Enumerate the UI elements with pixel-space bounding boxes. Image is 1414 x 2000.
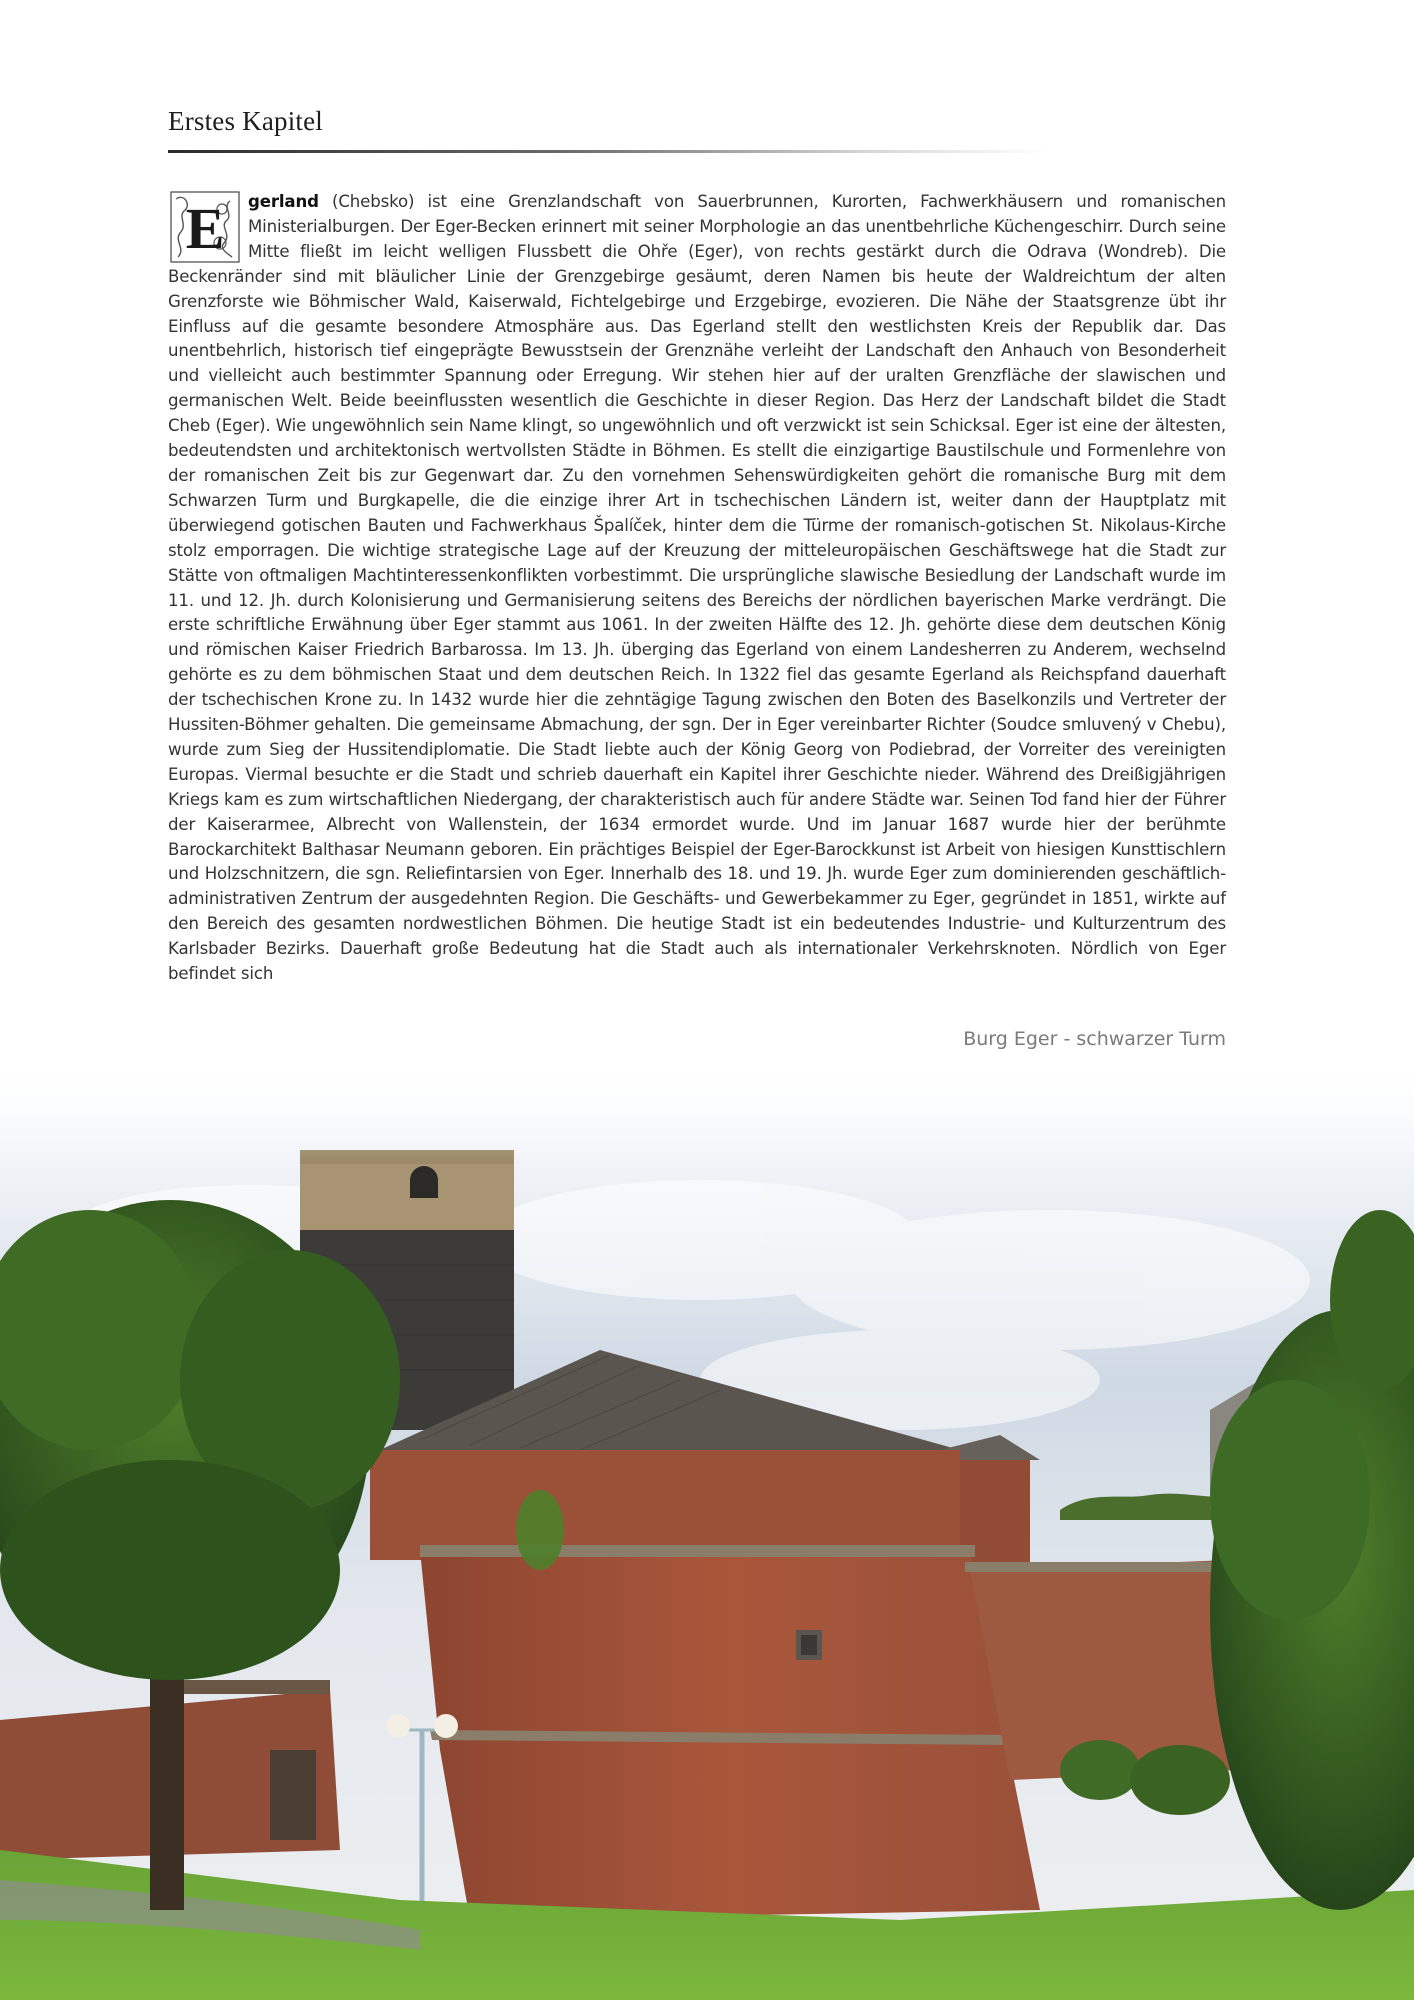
body-paragraph: (Chebsko) ist eine Grenzlandschaft von Sauerbrunnen, Kurorten, Fachwerkhäusern und romanischen Ministerialburgen. Der Eger-Becken erinnert mit seiner Morphologie an das unentbehrliche Küchengeschirr. Durch seine Mitte fließt im leicht welligen Flussbett die Ohře (Eger), von rechts gestärkt durch die Odrava (Wondreb). Die Beckenränder sind mit bläulicher Linie der Grenzgebirge gesäumt, deren Namen bis heute der Waldreichtum der alten Grenzforste wie Böhmischer Wald, Kaiserwald, Fichtelgebirge und Erzgebirge, evozieren. Die Nähe der Staatsgrenze übt ihr Einfluss auf die gesamte besondere Atmosphäre aus. Das Egerland stellt den westlichsten Kreis der Republik dar. Das unentbehrlich, historisch tief eingeprägte Bewusstsein der Grenznähe verleiht der Landschaft den Anhauch von Besonderheit und vielleicht auch bestimmter Spannung oder Erregung. Wir stehen hier auf der uralten Grenzfläche der slawischen und germanischen Welt. Beide beeinflussten wesentlich die Geschichte in dieser Region. Das Herz der Landschaft bildet die Stadt Cheb (Eger). Wie ungewöhnlich sein Name klingt, so ungewöhnlich und oft verzwickt ist sein Schicksal. Eger ist eine der ältesten, bedeutendsten und architektonisch wertvollsten Städte in Böhmen. Es stellt die einzigartige Baustilschule und Formenlehre von der romanischen Zeit bis zur Gegenwart dar. Zu den vornehmen Sehenswürdigkeiten gehört die romanische Burg mit dem Schwarzen Turm und Burgkapelle, die die einzige ihrer Art in tschechischen Ländern ist, weiter dann der Hauptplatz mit überwiegend gotischen Bauten und Fachwerkhaus Špalíček, hinter dem die Türme der romanisch-gotischen St. Nikolaus-Kirche stolz emporragen. Die wichtige strategische Lage auf der Kreuzung der mitteleuropäischen Geschäftswege hat die Stadt zur Stätte von oftmaligen Machtinteressenkonflikten vorbestimmt. Die ursprüngliche slawische Besiedlung der Landschaft wurde im 11. und 12. Jh. durch Kolonisierung und Germanisierung seitens des Bereichs der nördlichen bayerischen Marke verdrängt. Die erste schriftliche Erwähnung über Eger stammt aus 1061. In der zweiten Hälfte des 12. Jh. gehörte diese dem deutschen König und römischen Kaiser Friedrich Barbarossa. Im 13. Jh. überging das Egerland von einem Landesherren zu Anderem, wechselnd gehörte es zu dem böhmischen Staat und dem deutschen Reich. In 1322 fiel das gesamte Egerland als Reichspfand dauerhaft der tschechischen Krone zu. In 1432 wurde hier die zehntägige Tagung zwischen den Boten des Baselkonzils und Vertreter der Hussiten-Böhmer gehalten. Die gemeinsame Abmachung, der sgn. Der in Eger vereinbarter Richter (Soudce smluvený v Chebu), wurde zum Sieg der Hussitendiplomatie. Die Stadt liebte auch der König Georg von Podiebrad, der Vorreiter des vereinigten Europas. Viermal besuchte er die Stadt und schrieb dauerhaft ein Kapitel ihrer Geschichte nieder. Während des Dreißigjährigen Kriegs kam es zum wirtschaftlichen Niedergang, der charakteristisch auch für andere Städte war. Seinen Tod fand hier der Führer der Kaiserarmee, Albrecht von Wallenstein, der 1634 ermordet wurde. Und im Januar 1687 wurde hier der berühmte Barockarchitekt Balthasar Neumann geboren. Ein prächtiges Beispiel der Eger-Barockkunst ist Arbeit von hiesigen Kunsttischlern und Holzschnitzern, die sgn. Reliefintarsien von Eger. Innerhalb des 18. und 19. Jh. wurde Eger zum dominierenden geschäftlich-administrativen Zentrum der ausgedehnten Region. Die Geschäfts- und Gewerbekammer zu Eger, gegründet in 1851, wirkte auf den Bereich des gesamten nordwestlichen Böhmen. Die heutige Stadt ist ein bedeutendes Industrie- und Kulturzentrum des Karlsbader Bezirks. Dauerhaft große Bedeutung hat die Stadt auch als internationaler Verkehrsknoten. Nördlich von Eger befindet sich [168,192,1226,984]
upper-brick-wall [370,1450,960,1560]
article-body [168,190,1226,987]
castle-photo [0,1050,1414,2000]
wall-plant [516,1490,564,1570]
lead-word: gerland [248,192,319,211]
shrub [1060,1740,1140,1800]
shrub [1130,1745,1230,1815]
drop-cap [170,191,240,263]
figure-caption: Burg Eger - schwarzer Turm [963,1028,1226,1050]
title-rule [168,150,1048,153]
chapter-title: Erstes Kapitel [168,106,324,136]
svg-text:E: E [185,196,225,261]
ornamental-initial-icon [170,191,240,263]
